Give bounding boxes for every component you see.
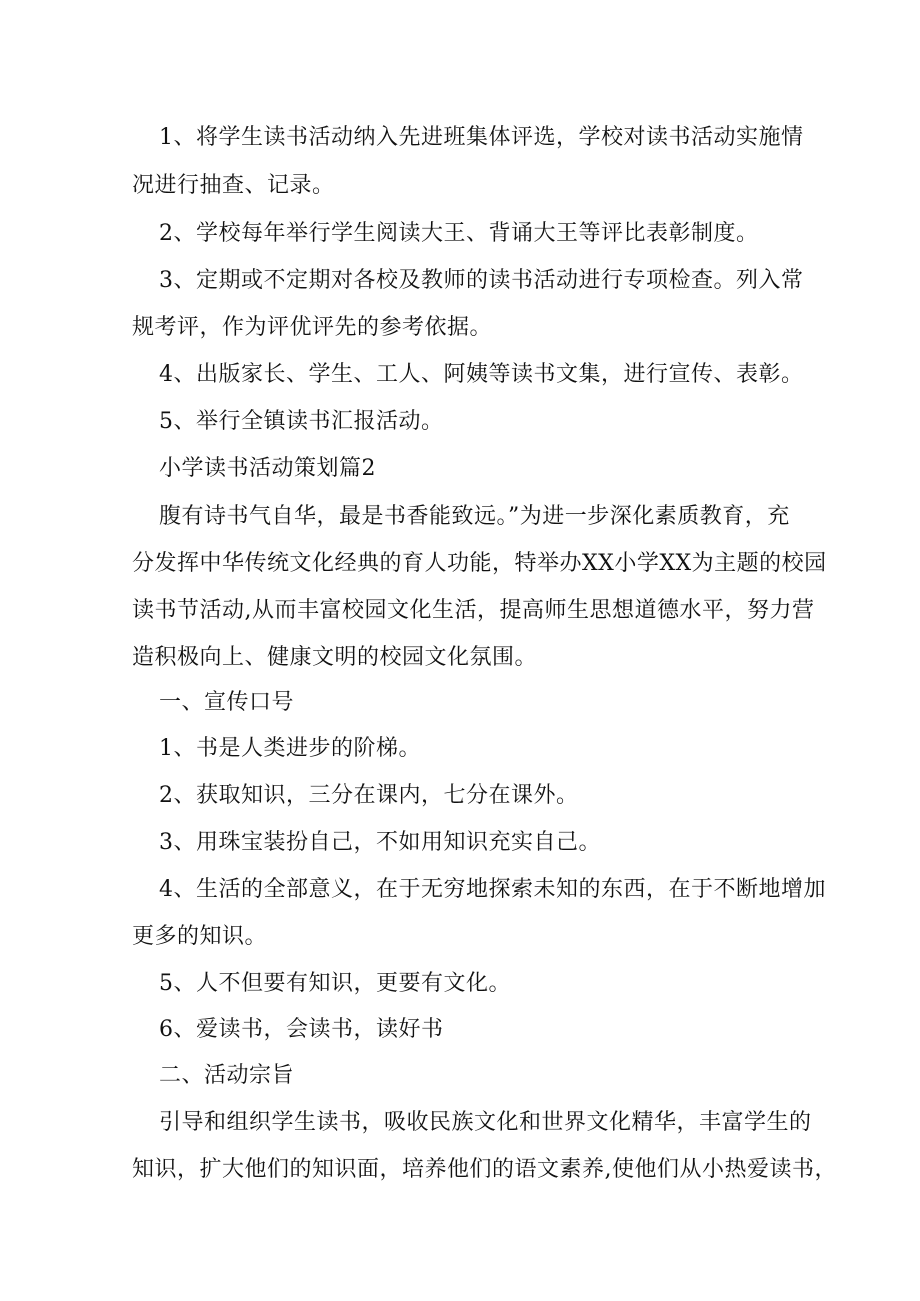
text-line: 更多的知识。 — [132, 924, 268, 949]
list-item: 3、用珠宝装扮自己，不如用知识充实自己。 — [159, 830, 601, 855]
list-item: 4、生活的全部意义，在于无穷地探索未知的东西，在于不断地增加 — [159, 877, 826, 902]
list-item: 1、书是人类进步的阶梯。 — [159, 736, 421, 761]
list-item: 5、人不但要有知识，更要有文化。 — [159, 971, 511, 996]
text-line: 引导和组织学生读书，吸收民族文化和世界文化精华，丰富学生的 — [159, 1110, 812, 1135]
text-line: 5、举行全镇读书汇报活动。 — [159, 409, 444, 434]
section-heading: 一、宣传口号 — [159, 690, 295, 715]
text-line: 3、定期或不定期对各校及教师的读书活动进行专项检查。列入常 — [159, 268, 804, 293]
text-line: 分发挥中华传统文化经典的育人功能，特举办XX小学XX为主题的校园 — [132, 551, 827, 576]
text-line: 读书节活动,从而丰富校园文化生活，提高师生思想道德水平，努力营 — [132, 598, 815, 623]
text-line: 腹有诗书气自华，最是书香能致远。”为进一步深化素质教育，充 — [159, 504, 790, 529]
section-title: 小学读书活动策划篇2 — [159, 456, 376, 481]
text-line: 况进行抽查、记录。 — [132, 173, 335, 198]
text-line: 规考评，作为评优评先的参考依据。 — [132, 315, 493, 340]
list-item: 2、获取知识，三分在课内，七分在课外。 — [159, 783, 579, 808]
text-line: 1、将学生读书活动纳入先进班集体评选，学校对读书活动实施情 — [159, 125, 804, 150]
text-line: 2、学校每年举行学生阅读大王、背诵大王等评比表彰制度。 — [159, 221, 759, 246]
text-line: 4、出版家长、学生、工人、阿姨等读书文集，进行宣传、表彰。 — [159, 362, 804, 387]
text-line: 知识，扩大他们的知识面，培养他们的语文素养,使他们从小热爱读书， — [132, 1157, 837, 1182]
section-heading: 二、活动宗旨 — [159, 1063, 295, 1088]
list-item: 6、爱读书，会读书，读好书 — [159, 1017, 444, 1042]
text-line: 造积极向上、健康文明的校园文化氛围。 — [132, 645, 538, 670]
